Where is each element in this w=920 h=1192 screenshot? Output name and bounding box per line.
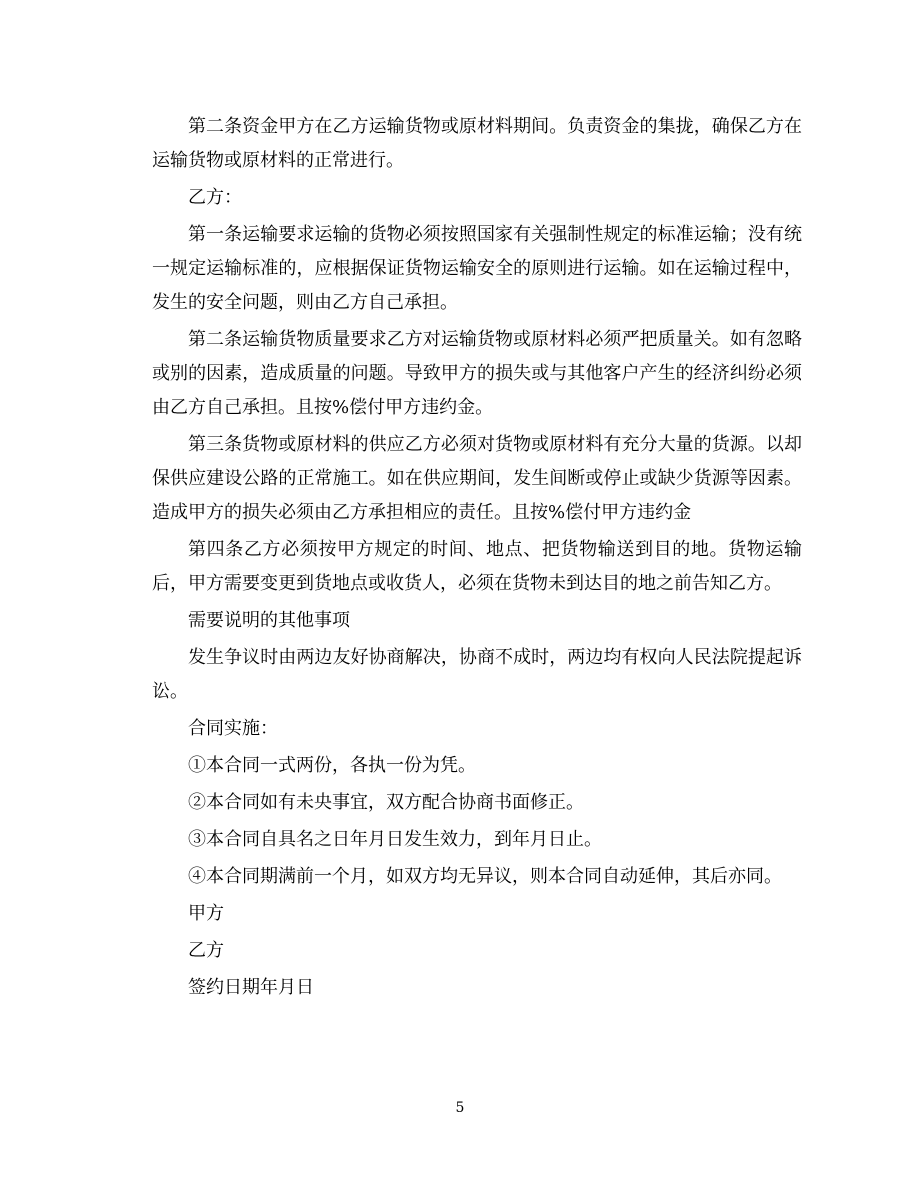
paragraph-party-b-heading: 乙方： (188, 187, 242, 208)
paragraph-capital-clause: 第二条资金甲方在乙方运输货物或原材料期间。负责资金的集拢，确保乙方在运输货物或原材料的正常进行。 (152, 116, 802, 171)
paragraph-item-1: ①本合同一式两份，各执一份为凭。 (188, 755, 476, 776)
paragraph-item-3: ③本合同自具名之日年月日发生效力，到年月日止。 (188, 829, 602, 850)
page-number: 5 (455, 1100, 465, 1116)
paragraph-item-4: ④本合同期满前一个月，如双方均无异议，则本合同自动延伸，其后亦同。 (188, 866, 782, 887)
paragraph-supply-clause: 第三条货物或原材料的供应乙方必须对货物或原材料有充分大量的货源。以却保供应建设公路的正常施工。如在供应期间，发生间断或停止或缺少货源等因素。造成甲方的损失必须由乙方承担相应的责任。且按%偿付甲方违约金 (152, 434, 802, 523)
paragraph-delivery-clause: 第四条乙方必须按甲方规定的时间、地点、把货物输送到目的地。货物运输后，甲方需要变更到货地点或收货人，必须在货物未到达目的地之前告知乙方。 (152, 539, 802, 594)
signing-date: 签约日期年月日 (188, 977, 314, 998)
paragraph-quality-requirements: 第二条运输货物质量要求乙方对运输货物或原材料必须严把质量关。如有忽略或别的因素，造成质量的问题。导致甲方的损失或与其他客户产生的经济纠纷必须由乙方自己承担。且按%偿付甲方违约金。 (152, 329, 802, 418)
signature-party-b: 乙方 (188, 940, 224, 961)
paragraph-transport-requirements: 第一条运输要求运输的货物必须按照国家有关强制性规定的标准运输；没有统一规定运输标准的，应根据保证货物运输安全的原则进行运输。如在运输过程中，发生的安全问题，则由乙方自己承担。 (152, 224, 802, 313)
paragraph-dispute-resolution: 发生争议时由两边友好协商解决，协商不成时，两边均有权向人民法院提起诉讼。 (152, 647, 802, 702)
document-body (152, 110, 802, 1008)
paragraph-implementation-heading: 合同实施： (188, 718, 278, 739)
signature-party-a: 甲方 (188, 903, 224, 924)
paragraph-other-matters-heading: 需要说明的其他事项 (188, 610, 350, 631)
paragraph-item-2: ②本合同如有未央事宜，双方配合协商书面修正。 (188, 792, 584, 813)
